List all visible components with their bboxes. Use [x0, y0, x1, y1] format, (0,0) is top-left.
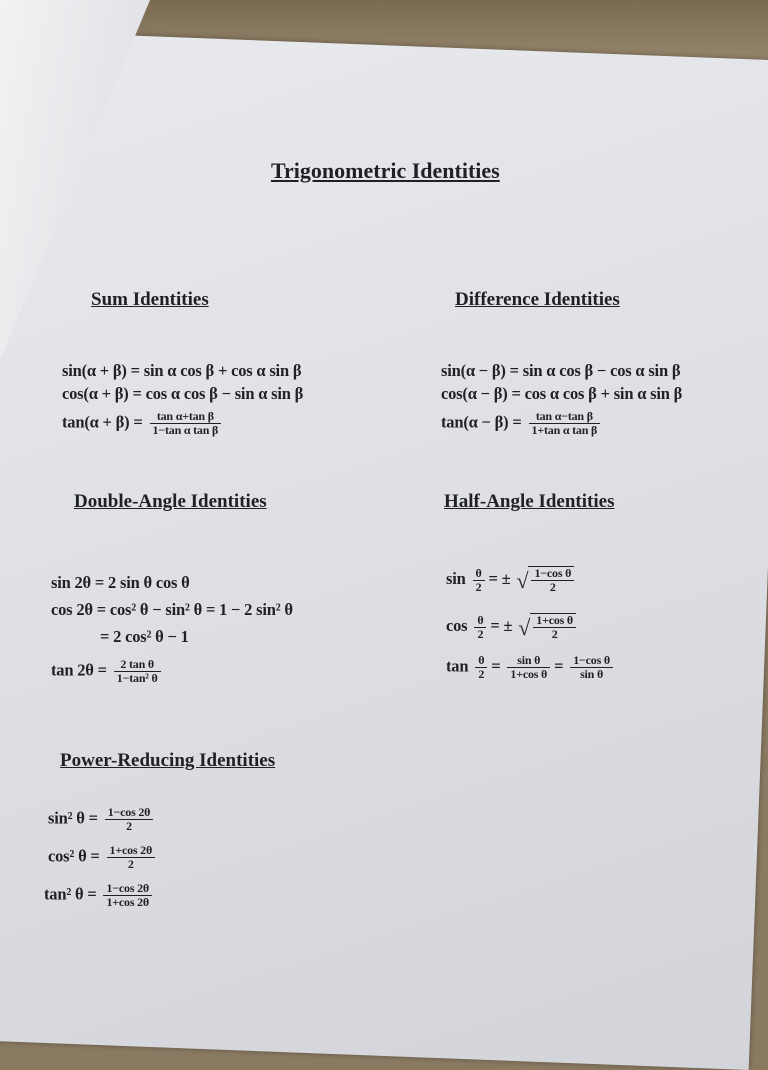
difference-sin: sin(α − β) = sin α cos β − cos α sin β [441, 361, 681, 380]
power-tan-lhs: tan² θ = [44, 884, 97, 904]
double-sin: sin 2θ = 2 sin θ cos θ [51, 573, 190, 592]
difference-tan-denominator: 1+tan α tan β [531, 423, 598, 437]
two-denominator: 2 [477, 626, 484, 641]
half-cos-pm: = ± [490, 615, 513, 635]
power-tan-fraction [103, 882, 152, 909]
half-sin-numerator: √ 1−cos θ [531, 567, 574, 581]
half-cos-denominator: 2 [551, 627, 558, 641]
sum-tan-lhs: tan(α + β) = [62, 412, 143, 432]
half-tan-numerator-1: sin θ [507, 654, 550, 668]
half-sin-denominator: 2 [549, 580, 556, 594]
power-cos-denominator: 2 [127, 857, 134, 871]
half-angle-heading: Half-Angle Identities [444, 491, 615, 512]
power-sin-lhs: sin² θ = [48, 808, 98, 828]
half-tan-fraction-2 [570, 654, 613, 681]
power-sin-fraction [105, 806, 154, 833]
power-tan-denominator: 1+cos 2θ [106, 895, 149, 909]
power-sin-denominator: 2 [126, 819, 132, 833]
half-tan-denominator-2: sin θ [580, 667, 604, 681]
sum-tan [62, 410, 221, 437]
double-tan-denominator: 1−tan² θ [116, 671, 158, 685]
double-cos-alt: = 2 cos² θ − 1 [100, 627, 189, 646]
half-sin-root [516, 566, 574, 594]
difference-cos: cos(α − β) = cos α cos β + sin α sin β [441, 384, 683, 403]
difference-tan-fraction [529, 410, 601, 437]
double-tan-numerator: 2 tan θ [114, 658, 161, 672]
sum-cos: cos(α + β) = cos α cos β − sin α sin β [62, 384, 304, 403]
two-denominator: 2 [475, 579, 482, 594]
half-tan-numerator-2: 1−cos θ [570, 654, 613, 668]
sum-heading: Sum Identities [91, 289, 209, 310]
power-tan [44, 882, 152, 909]
half-cos-angle [474, 614, 486, 641]
difference-heading: Difference Identities [455, 289, 620, 310]
power-cos-numerator: 1+cos 2θ [107, 844, 156, 858]
half-cos-root [518, 613, 576, 641]
half-cos-lhs: cos [446, 615, 468, 635]
double-cos: cos 2θ = cos² θ − sin² θ = 1 − 2 sin² θ [51, 600, 293, 619]
half-sin-angle [473, 567, 485, 594]
half-cos-fraction [533, 614, 576, 641]
half-sin-fraction [531, 567, 574, 594]
double-tan-fraction [114, 658, 161, 685]
half-cos [446, 613, 576, 641]
power-reducing-heading: Power-Reducing Identities [60, 750, 276, 771]
difference-tan-numerator: tan α−tan β [529, 410, 601, 424]
power-sin [48, 806, 153, 833]
sum-tan-fraction [150, 410, 222, 437]
half-sin [446, 566, 574, 594]
two-denominator: 2 [478, 667, 485, 681]
power-tan-numerator: 1−cos 2θ [103, 882, 152, 896]
half-tan-angle [475, 654, 487, 681]
half-tan-fraction-1 [507, 654, 550, 681]
half-tan-eq-2: = [554, 656, 564, 676]
half-tan [446, 654, 613, 681]
power-cos-fraction [107, 844, 156, 871]
half-tan-lhs: tan [446, 656, 469, 676]
sum-sin: sin(α + β) = sin α cos β + cos α sin β [62, 361, 302, 380]
sum-tan-denominator: 1−tan α tan β [152, 423, 219, 437]
power-cos-lhs: cos² θ = [48, 846, 100, 866]
power-sin-numerator: 1−cos 2θ [105, 806, 154, 820]
theta-numerator: θ [475, 654, 487, 668]
half-cos-numerator: √ 1+cos θ [533, 614, 576, 628]
difference-tan [441, 410, 600, 437]
theta-numerator: θ [474, 614, 486, 628]
double-angle-heading: Double-Angle Identities [74, 491, 267, 512]
half-sin-lhs: sin [446, 568, 466, 588]
page-title: Trigonometric Identities [271, 158, 500, 183]
double-tan-lhs: tan 2θ = [51, 660, 107, 680]
sum-tan-numerator: tan α+tan β [150, 410, 222, 424]
theta-numerator: θ [473, 567, 485, 581]
half-tan-eq-1: = [491, 656, 501, 676]
double-tan [51, 658, 161, 685]
power-cos [48, 844, 155, 871]
difference-tan-lhs: tan(α − β) = [441, 412, 522, 432]
half-sin-pm: = ± [488, 568, 511, 588]
half-tan-denominator-1: 1+cos θ [510, 667, 548, 681]
